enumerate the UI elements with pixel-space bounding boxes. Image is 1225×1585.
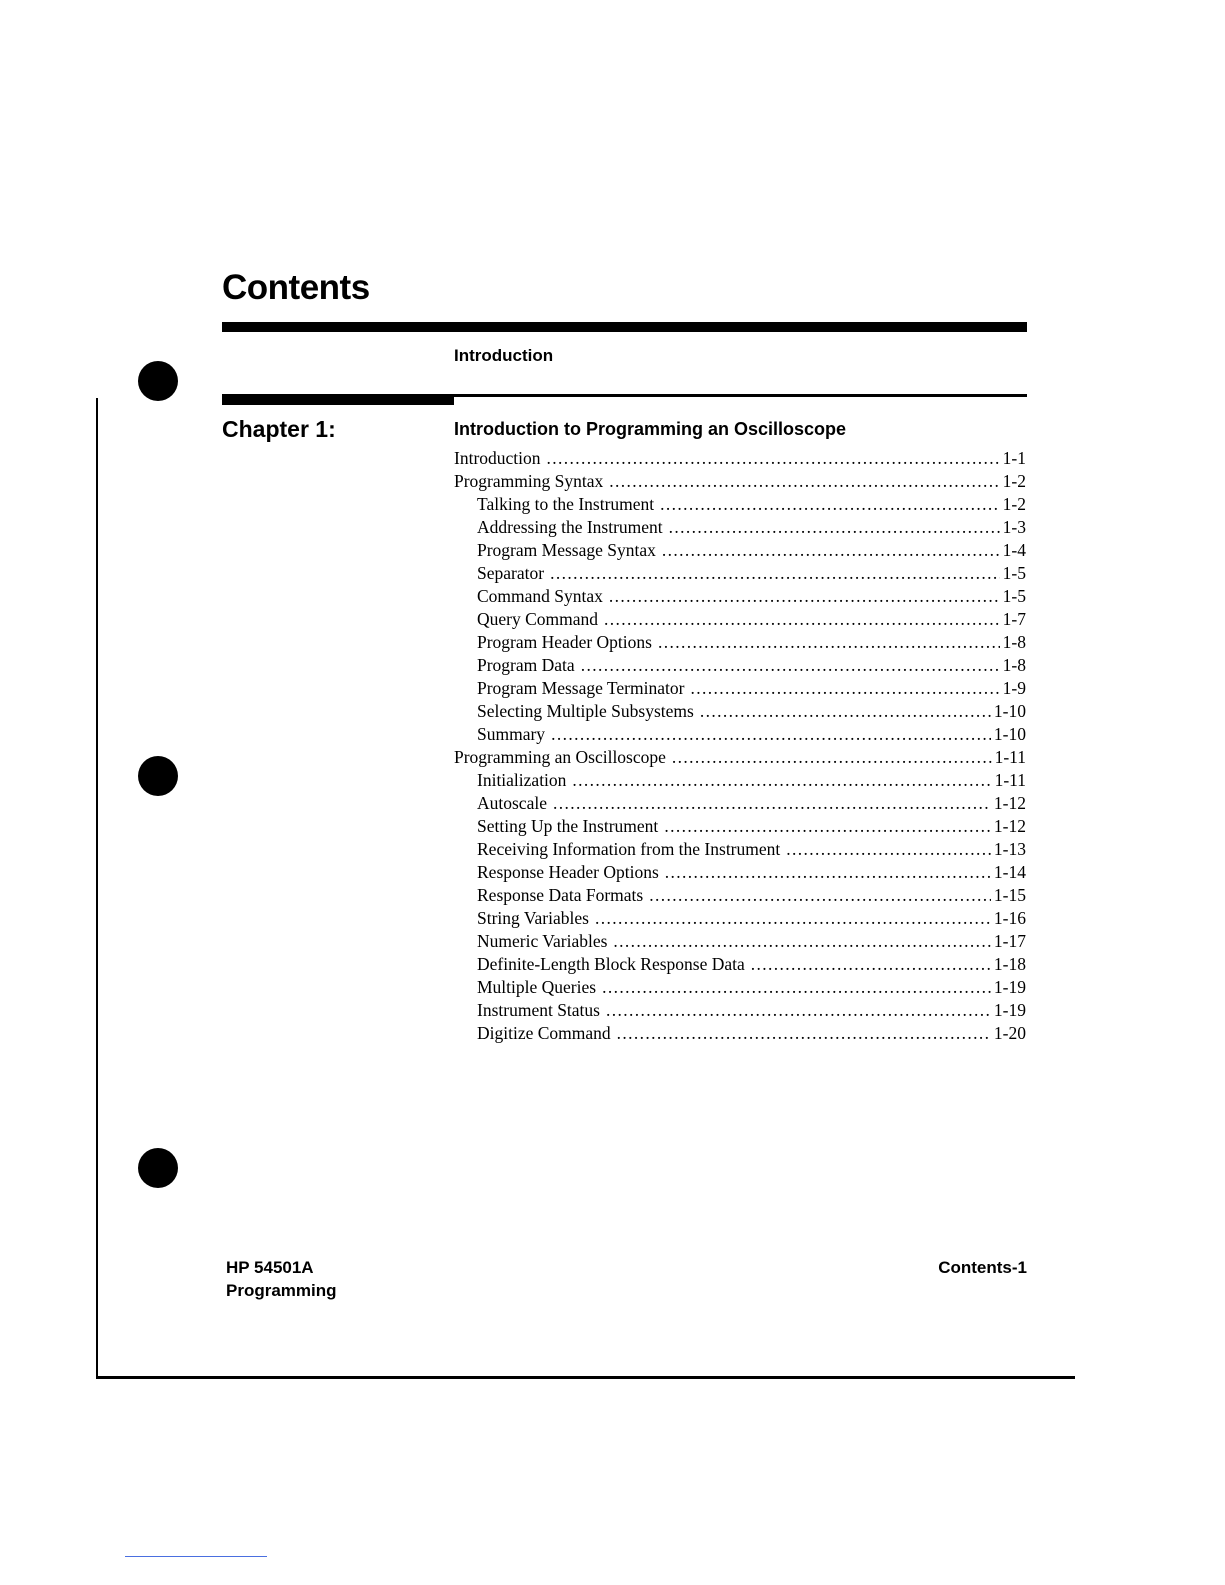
toc-entry-title: Addressing the Instrument xyxy=(477,517,663,537)
toc-dot-leader xyxy=(553,792,991,815)
toc-entry-title: Query Command xyxy=(477,609,599,629)
toc-entry-title: Separator xyxy=(477,563,545,583)
toc-entry-page: 1-17 xyxy=(993,931,1026,951)
toc-entry[interactable] xyxy=(454,769,1026,792)
toc-dot-leader xyxy=(551,723,991,746)
toc-dot-leader xyxy=(609,470,999,493)
chapter-label: Chapter 1: xyxy=(222,416,336,442)
toc-dot-leader xyxy=(669,516,1000,539)
toc-entry[interactable] xyxy=(454,746,1026,769)
toc-entry-page: 1-8 xyxy=(1002,655,1026,675)
toc-entry-title: Setting Up the Instrument xyxy=(477,816,659,836)
toc-entry[interactable] xyxy=(454,861,1026,884)
toc-dot-leader xyxy=(547,447,1000,470)
toc-dot-leader xyxy=(658,631,1000,654)
toc-entry-title: Digitize Command xyxy=(477,1023,611,1043)
toc-entry-page: 1-5 xyxy=(1002,586,1026,606)
toc-entry[interactable] xyxy=(454,562,1026,585)
page-edge-left xyxy=(96,398,98,1379)
toc-entry-title: Program Message Terminator xyxy=(477,678,685,698)
footer-product: HP 54501A xyxy=(226,1258,314,1277)
toc-dot-leader xyxy=(602,976,991,999)
toc-dot-leader xyxy=(581,654,1000,677)
toc-entry[interactable] xyxy=(454,953,1026,976)
toc-dot-leader xyxy=(690,677,999,700)
toc-dot-leader xyxy=(604,608,1000,631)
toc-dot-leader xyxy=(572,769,991,792)
toc-entry-title: Program Message Syntax xyxy=(477,540,656,560)
toc-entry-title: String Variables xyxy=(477,908,589,928)
toc-dot-leader xyxy=(660,493,1000,516)
toc-entry-title: Numeric Variables xyxy=(477,931,608,951)
chapter-title: Introduction to Programming an Oscilloscope xyxy=(454,419,847,439)
page-edge-bottom xyxy=(96,1376,1075,1379)
toc-entry-page: 1-2 xyxy=(1002,471,1026,491)
toc-entry-page: 1-19 xyxy=(993,977,1026,997)
toc-dot-leader xyxy=(617,1022,991,1045)
toc-entry[interactable] xyxy=(454,677,1026,700)
toc-entry-title: Autoscale xyxy=(477,793,547,813)
toc-entry-title: Program Data xyxy=(477,655,575,675)
toc-entry-page: 1-20 xyxy=(993,1023,1026,1043)
toc-entry-page: 1-12 xyxy=(993,793,1026,813)
toc-entry-title: Selecting Multiple Subsystems xyxy=(477,701,694,721)
toc-dot-leader xyxy=(649,884,991,907)
toc-entry[interactable] xyxy=(454,654,1026,677)
toc-dot-leader xyxy=(613,930,991,953)
toc-entry-title: Instrument Status xyxy=(477,1000,600,1020)
chapter-rule-thin xyxy=(454,394,1027,397)
toc-dot-leader xyxy=(550,562,1000,585)
toc-dot-leader xyxy=(606,999,991,1022)
toc-entry-page: 1-10 xyxy=(993,724,1026,744)
link-underline xyxy=(125,1556,267,1557)
toc-entry[interactable] xyxy=(454,1022,1026,1045)
toc-entry[interactable] xyxy=(454,907,1026,930)
toc-entry[interactable] xyxy=(454,470,1026,493)
toc-dot-leader xyxy=(609,585,1000,608)
toc-entry-title: Command Syntax xyxy=(477,586,603,606)
toc-dot-leader xyxy=(662,539,1000,562)
toc-entry-title: Initialization xyxy=(477,770,567,790)
toc-dot-leader xyxy=(665,861,991,884)
footer-page-number: Contents-1 xyxy=(938,1258,1027,1277)
toc-dot-leader xyxy=(751,953,991,976)
toc-entry-page: 1-19 xyxy=(993,1000,1026,1020)
page-title: Contents xyxy=(222,268,370,307)
toc-entry-page: 1-12 xyxy=(993,816,1026,836)
footer-manual: Programming xyxy=(226,1281,337,1300)
toc-dot-leader xyxy=(595,907,991,930)
toc-dot-leader xyxy=(786,838,991,861)
toc-entry-title: Response Data Formats xyxy=(477,885,644,905)
toc-entry-page: 1-14 xyxy=(993,862,1026,882)
toc-entry[interactable] xyxy=(454,976,1026,999)
toc-entry[interactable] xyxy=(454,792,1026,815)
toc-entry-page: 1-8 xyxy=(1002,632,1026,652)
toc-entry[interactable] xyxy=(454,999,1026,1022)
toc-entry[interactable] xyxy=(454,815,1026,838)
toc-entry[interactable] xyxy=(454,516,1026,539)
toc-entry-page: 1-3 xyxy=(1002,517,1026,537)
toc-entry-page: 1-5 xyxy=(1002,563,1026,583)
toc-dot-leader xyxy=(700,700,991,723)
binder-hole xyxy=(138,756,178,796)
toc-entry[interactable] xyxy=(454,838,1026,861)
toc-entry-title: Definite-Length Block Response Data xyxy=(477,954,745,974)
toc-entry-title: Response Header Options xyxy=(477,862,659,882)
toc-entry[interactable] xyxy=(454,884,1026,907)
toc-entry-page: 1-16 xyxy=(993,908,1026,928)
toc-entry-page: 1-13 xyxy=(993,839,1026,859)
toc-entry-page: 1-2 xyxy=(1002,494,1026,514)
toc-entry-title: Introduction xyxy=(454,448,541,468)
toc-entry[interactable] xyxy=(454,447,1026,470)
toc-entry-page: 1-1 xyxy=(1002,448,1026,468)
binder-hole xyxy=(138,361,178,401)
toc-entry-title: Program Header Options xyxy=(477,632,652,652)
intro-heading: Introduction xyxy=(454,346,554,365)
toc-entry-page: 1-9 xyxy=(1002,678,1026,698)
toc-entry[interactable] xyxy=(454,930,1026,953)
toc-entry[interactable] xyxy=(454,493,1026,516)
toc-dot-leader xyxy=(672,746,992,769)
toc-entry-page: 1-11 xyxy=(994,747,1026,767)
toc-entry-title: Programming Syntax xyxy=(454,471,604,491)
toc-entry-title: Talking to the Instrument xyxy=(477,494,655,514)
toc-entry-page: 1-18 xyxy=(993,954,1026,974)
binder-hole xyxy=(138,1148,178,1188)
toc-entry-page: 1-10 xyxy=(993,701,1026,721)
toc-entry-title: Programming an Oscilloscope xyxy=(454,747,666,767)
toc-list xyxy=(454,447,1026,1045)
toc-entry-page: 1-15 xyxy=(993,885,1026,905)
toc-entry-title: Multiple Queries xyxy=(477,977,597,997)
toc-entry-page: 1-7 xyxy=(1002,609,1026,629)
title-rule xyxy=(222,322,1027,332)
toc-entry[interactable] xyxy=(454,539,1026,562)
toc-entry-title: Receiving Information from the Instrument xyxy=(477,839,781,859)
toc-entry[interactable] xyxy=(454,585,1026,608)
toc-dot-leader xyxy=(664,815,991,838)
toc-entry-title: Summary xyxy=(477,724,546,744)
chapter-rule-thick xyxy=(222,394,454,405)
toc-entry[interactable] xyxy=(454,723,1026,746)
toc-entry-page: 1-4 xyxy=(1002,540,1026,560)
toc-entry-page: 1-11 xyxy=(994,770,1026,790)
toc-entry[interactable] xyxy=(454,608,1026,631)
toc-entry[interactable] xyxy=(454,700,1026,723)
toc-entry[interactable] xyxy=(454,631,1026,654)
footer-left xyxy=(226,1256,337,1302)
